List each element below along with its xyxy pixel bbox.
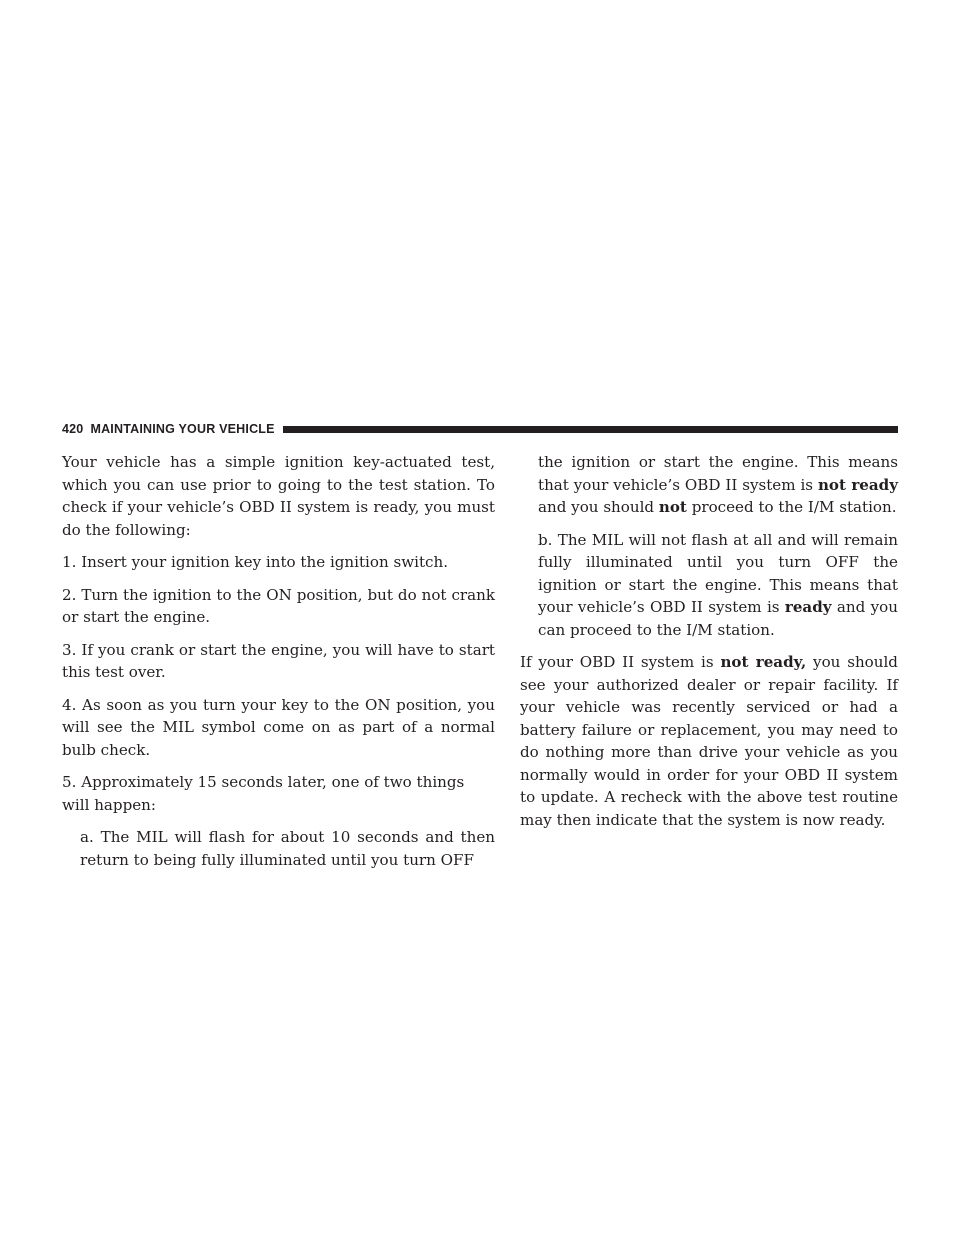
closing-text-1: If your OBD II system is [520,653,721,671]
step-5a-continued [538,451,898,519]
step-5: 5. Approximately 15 seconds later, one of two things will happen: [62,773,465,814]
step-5a-text-2: and you should [538,498,659,516]
not-ready-closing-emphasis: not ready, [720,653,807,671]
step-1: 1. Insert your ignition key into the ignition switch. [62,553,449,571]
step-5b [538,529,898,642]
ready-emphasis: ready [784,598,832,616]
left-column [62,451,495,881]
step-2: 2. Turn the ignition to the ON position, but do not crank or start the engine. [62,585,495,626]
step-5a-text-1: the ignition or start the engine. This means that your vehicle’s OBD II system is [538,453,898,494]
not-ready-emphasis: not ready [817,475,898,494]
page-header [62,421,898,437]
page-number: 420 [62,422,84,436]
step-5a: a. The MIL will flash for about 10 seconds and then return to being fully illuminated until you turn OFF [80,828,495,869]
step-5a-text-3: proceed to the I/M station. [686,498,897,516]
intro-paragraph: Your vehicle has a simple ignition key-actuated test, which you can use prior to going to the test station. To check if your vehicle’s OBD II system is ready, you must do the following: [62,453,495,539]
not-emphasis: not [658,498,687,516]
step-5b-text-1: b. The MIL will not flash at all and will remain fully illuminated until you turn OFF the ignition or start the engine. This means that your vehicle’s OBD II system is [538,530,898,616]
closing-paragraph [520,651,898,831]
step-3: 3. If you crank or start the engine, you will have to start this test over. [62,640,495,681]
header-rule [283,426,898,433]
right-column [520,451,898,841]
step-4: 4. As soon as you turn your key to the ON position, you will see the MIL symbol come on as part of a normal bulb check. [62,695,495,759]
step-5b-text-2: and you can proceed to the I/M station. [538,598,898,639]
closing-text-2: you should see your authorized dealer or repair facility. If your vehicle was recently serviced or had a battery failure or replacement, you may need to do nothing more than drive your vehicle as you normally would in order for your OBD II system to update. A recheck with the above test routine may then indicate that the system is now ready. [520,653,898,829]
section-title: MAINTAINING YOUR VEHICLE [90,422,275,436]
